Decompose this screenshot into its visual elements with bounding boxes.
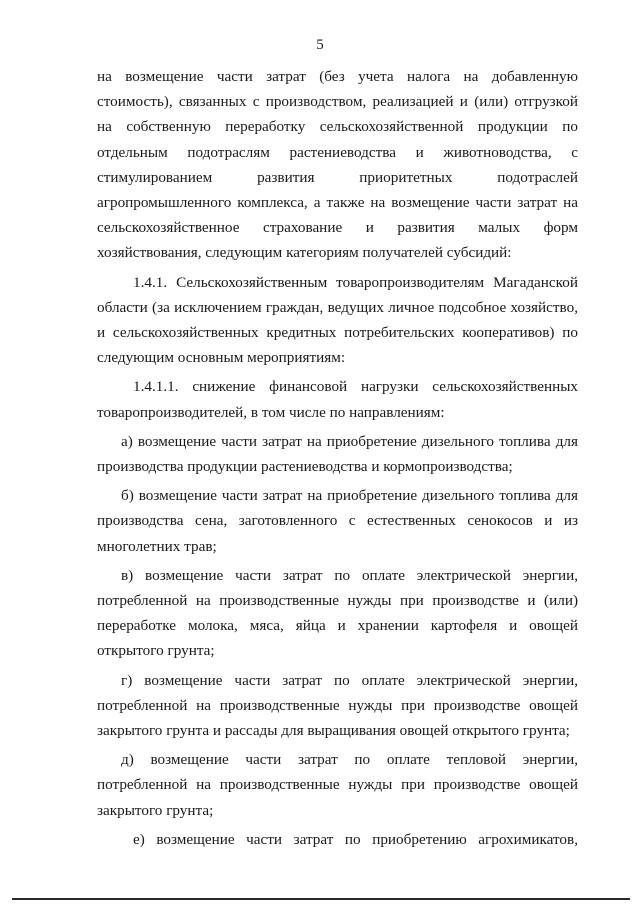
- list-item-d: д) возмещение части затрат по оплате тепловой энергии, потребленной на производственные нужды при производстве овощей закрытого грунта;: [97, 751, 578, 819]
- list-item-g: г) возмещение части затрат по оплате электрической энергии, потребленной на производственные нужды при производстве овощей закрытого грунта и рассады для выращивания овощей открытого грунта;: [97, 671, 578, 740]
- bottom-scan-edge: [12, 898, 630, 900]
- paragraph-intro: на возмещение части затрат (без учета налога на добавленную стоимость), связанных с производством, реализацией и (или) отгрузкой на собственную переработку сельскохозяйственной продукции по отдельным подотраслям растениеводства и животноводства, с стимулированием развития приоритетных подотраслей агропромышленного комплекса, а также на возмещение части затрат на сельскохозяйственное страхование и развития малых форм хозяйствования, следующим категориям получателей субсидий:: [97, 68, 578, 262]
- paragraph-1-4-1-1: 1.4.1.1. снижение финансовой нагрузки сельскохозяйственных товаропроизводителей, в том числе по направлениям:: [97, 378, 578, 421]
- list-item-e: е) возмещение части затрат по приобретению агрохимикатов,: [133, 830, 578, 848]
- list-item-a: а) возмещение части затрат на приобретение дизельного топлива для производства продукции растениеводства и кормопроизводства;: [97, 432, 578, 476]
- document-body: [97, 64, 578, 852]
- paragraph-1-4-1: 1.4.1. Сельскохозяйственным товаропроизводителям Магаданской области (за исключением граждан, ведущих личное подсобное хозяйство, и сельскохозяйственных кредитных потребительских кооперативов) по следующим основным мероприятиям:: [97, 273, 578, 367]
- list-item-v: в) возмещение части затрат по оплате электрической энергии, потребленной на производственные нужды при производстве и (или) переработке молока, мяса, яйца и хранении картофеля и овощей открытого грунта;: [97, 566, 578, 660]
- list-item-b: б) возмещение части затрат на приобретение дизельного топлива для производства сена, заготовленного с естественных сенокосов и из многолетних трав;: [97, 487, 578, 555]
- page-number: 5: [316, 37, 324, 53]
